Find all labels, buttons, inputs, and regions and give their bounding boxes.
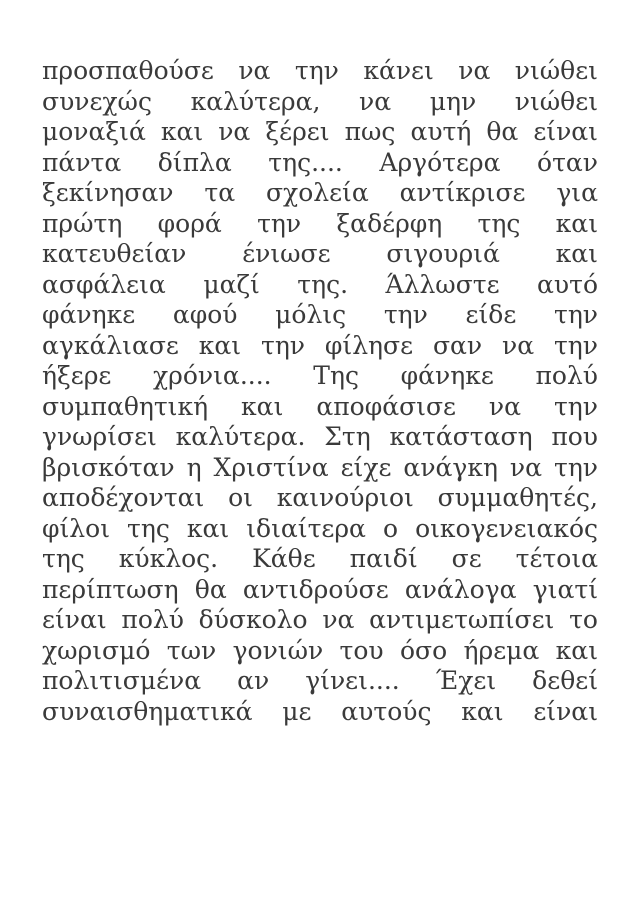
text-line: φάνηκε αφού μόλις την είδε την	[42, 300, 598, 329]
text-line: ασφάλεια μαζί της. Άλλωστε αυτό	[42, 269, 598, 299]
text-line: ήξερε χρόνια.... Της φάνηκε πολύ	[42, 361, 598, 390]
text-line: πρώτη φορά την ξαδέρφη της και	[42, 208, 598, 238]
text-line: προσπαθούσε να την κάνει να νιώθει	[42, 56, 598, 85]
text-line: μοναξιά και να ξέρει πως αυτή θα είναι	[42, 117, 598, 146]
text-line: περίπτωση θα αντιδρούσε ανάλογα γιατί	[42, 574, 598, 604]
text-line: βρισκόταν η Χριστίνα είχε ανάγκη να την	[42, 452, 598, 482]
text-line: αγκάλιασε και την φίλησε σαν να την	[42, 330, 598, 360]
text-line: συναισθηματικά με αυτούς και είναι	[42, 696, 598, 726]
body-text	[42, 56, 598, 727]
text-line: αποδέχονται οι καινούριοι συμμαθητές,	[42, 483, 598, 512]
text-line: κατευθείαν ένιωσε σιγουριά και	[42, 239, 598, 268]
text-line: πάντα δίπλα της.... Αργότερα όταν	[42, 147, 598, 177]
text-line: χωρισμό των γονιών του όσο ήρεμα και	[42, 635, 598, 665]
text-line: γνωρίσει καλύτερα. Στη κατάσταση που	[42, 422, 598, 451]
text-line: ξεκίνησαν τα σχολεία αντίκρισε για	[42, 178, 598, 207]
text-line: πολιτισμένα αν γίνει.... Έχει δεθεί	[42, 666, 598, 695]
text-line: φίλοι της και ιδιαίτερα ο οικογενειακός	[42, 513, 598, 543]
text-line: συνεχώς καλύτερα, να μην νιώθει	[42, 86, 598, 116]
text-line: της κύκλος. Κάθε παιδί σε τέτοια	[42, 544, 598, 573]
text-line: συμπαθητική και αποφάσισε να την	[42, 391, 598, 421]
text-line: είναι πολύ δύσκολο να αντιμετωπίσει το	[42, 605, 598, 634]
